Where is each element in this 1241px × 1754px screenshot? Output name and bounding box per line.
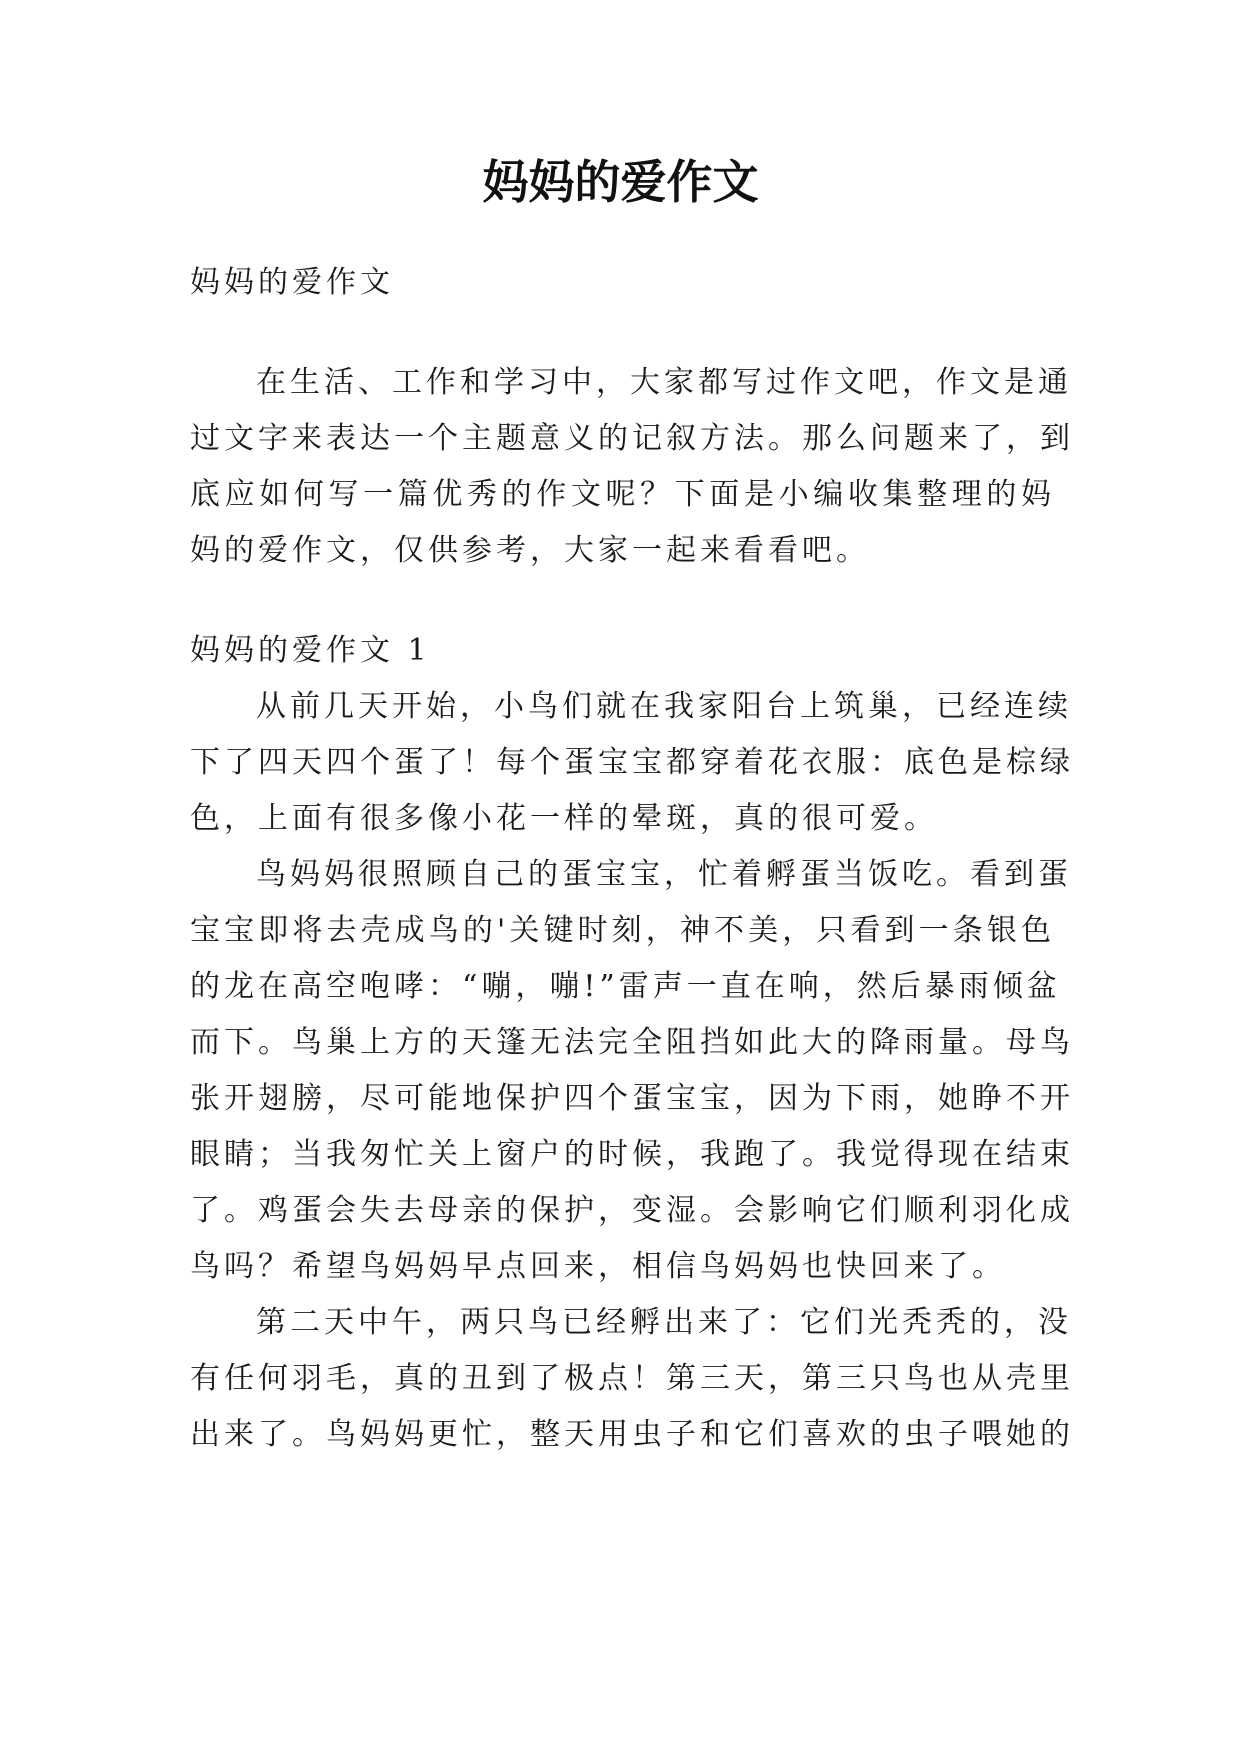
paragraph-line: 第二天中午，两只鸟已经孵出来了：它们光秃秃的，没 — [256, 1305, 1072, 1340]
intro-line: 妈的爱作文，仅供参考，大家一起来看看吧。 — [190, 533, 870, 568]
paragraph-line: 色，上面有很多像小花一样的晕斑，真的很可爱。 — [190, 801, 938, 836]
paragraph-line: 张开翅膀，尽可能地保护四个蛋宝宝，因为下雨，她睁不开 — [190, 1081, 1074, 1116]
subtitle-line: 妈妈的爱作文 — [190, 265, 394, 300]
paragraph-line: 鸟妈妈很照顾自己的蛋宝宝，忙着孵蛋当饭吃。看到蛋 — [256, 857, 1072, 892]
paragraph-line: 出来了。鸟妈妈更忙，整天用虫子和它们喜欢的虫子喂她的 — [190, 1417, 1074, 1452]
paragraph-line: 眼睛；当我匆忙关上窗户的时候，我跑了。我觉得现在结束 — [190, 1137, 1074, 1172]
intro-line: 在生活、工作和学习中，大家都写过作文吧，作文是通 — [256, 365, 1072, 400]
section-heading: 妈妈的爱作文 1 — [190, 633, 431, 668]
paragraph-line: 鸟吗？希望鸟妈妈早点回来，相信鸟妈妈也快回来了。 — [190, 1249, 1006, 1284]
paragraph-line: 宝宝即将去壳成鸟的'关键时刻，神不美，只看到一条银色 — [190, 913, 1055, 948]
paragraph-line: 的龙在高空咆哮：“嘣，嘣!”雷声一直在响，然后暴雨倾盆 — [190, 969, 1061, 1004]
intro-line: 过文字来表达一个主题意义的记叙方法。那么问题来了，到 — [190, 421, 1074, 456]
paragraph-line: 而下。鸟巢上方的天篷无法完全阻挡如此大的降雨量。母鸟 — [190, 1025, 1074, 1060]
paragraph-line: 有任何羽毛，真的丑到了极点！第三天，第三只鸟也从壳里 — [190, 1361, 1074, 1396]
paragraph-line: 从前几天开始，小鸟们就在我家阳台上筑巢，已经连续 — [256, 689, 1072, 724]
intro-line: 底应如何写一篇优秀的作文呢？下面是小编收集整理的妈 — [190, 477, 1055, 512]
paragraph-line: 了。鸡蛋会失去母亲的保护，变湿。会影响它们顺利羽化成 — [190, 1193, 1074, 1228]
paragraph-line: 下了四天四个蛋了！每个蛋宝宝都穿着花衣服：底色是棕绿 — [190, 745, 1074, 780]
document-title: 妈妈的爱作文 — [482, 155, 759, 209]
